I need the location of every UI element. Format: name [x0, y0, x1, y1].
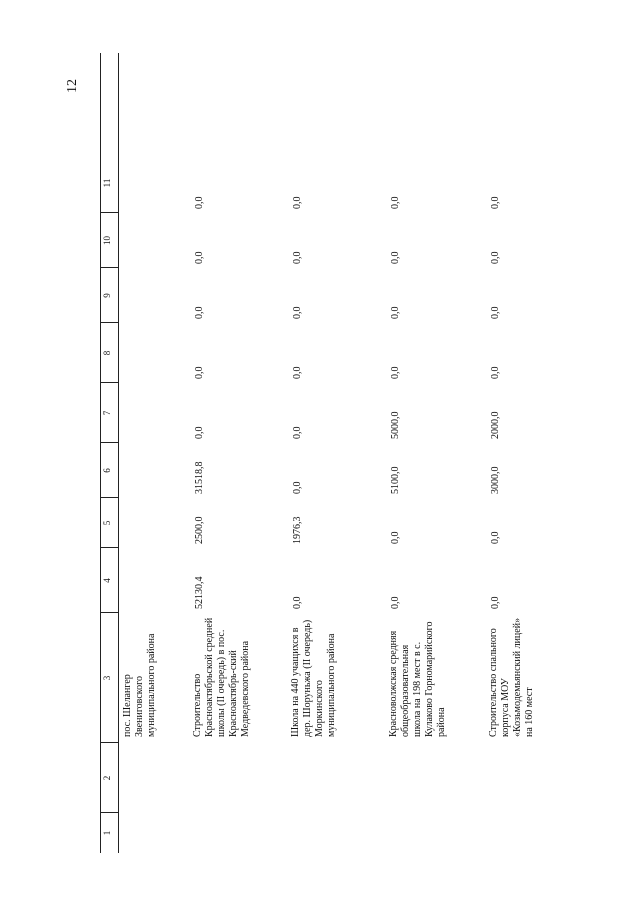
column-separator	[100, 612, 118, 613]
column-separator	[100, 547, 118, 548]
row-value: 52130,4	[194, 576, 205, 609]
row-value: 5000,0	[390, 411, 401, 439]
page-number: 12	[65, 79, 80, 93]
row-value: 0,0	[390, 251, 401, 264]
row-value: 0,0	[490, 196, 501, 209]
row-value: 0,0	[292, 251, 303, 264]
row-value: 31518,8	[194, 461, 205, 494]
row-value: 0,0	[292, 196, 303, 209]
column-header-5: 5	[102, 520, 112, 526]
row-value: 0,0	[490, 596, 501, 609]
header-bottom-rule	[118, 53, 119, 853]
row-value: 0,0	[390, 306, 401, 319]
row-value: 0,0	[292, 426, 303, 439]
row-value: 0,0	[292, 596, 303, 609]
column-header-4: 4	[102, 578, 112, 583]
row-value: 0,0	[390, 596, 401, 609]
row-value: 0,0	[194, 366, 205, 379]
column-separator	[100, 212, 118, 213]
row-description: Красноволжская средняя общеобразовательная школа на 198 мест в с. Кулаково Горномарийского района	[388, 621, 447, 737]
row-value: 0,0	[194, 251, 205, 264]
row-description: Школа на 440 учащихся в дер. Шоруньжа (II очередь) Моркинского муниципального района	[290, 619, 337, 737]
column-header-1: 1	[102, 830, 112, 836]
column-header-2: 2	[102, 775, 112, 781]
column-header-6: 6	[102, 468, 112, 473]
column-header-9: 9	[102, 293, 112, 298]
row-value: 0,0	[292, 306, 303, 319]
column-separator	[100, 382, 118, 383]
row-value: 0,0	[292, 481, 303, 494]
column-separator	[100, 267, 118, 268]
row-value: 1976,3	[292, 516, 303, 544]
row-value: 0,0	[194, 306, 205, 319]
column-header-11: 11	[102, 178, 112, 188]
row-value: 3000,0	[490, 466, 501, 494]
row-value: 0,0	[194, 426, 205, 439]
column-header-8: 8	[102, 350, 112, 356]
table-top-rule	[100, 53, 101, 853]
row-description: Строительство Красноактябрьской средней школы (II очередь) в пос. Красноактябрь-ский Медведевского района	[192, 617, 251, 737]
column-separator	[100, 497, 118, 498]
row-value: 0,0	[292, 366, 303, 379]
row-description: Строительство спального корпуса МОУ «Козьмодемьянский лицей» на 160 мест	[488, 617, 535, 737]
row-value: 2500,0	[194, 516, 205, 544]
rotated-table	[100, 53, 620, 853]
row-value: 2000,0	[490, 411, 501, 439]
column-header-10: 10	[102, 236, 112, 245]
column-separator	[100, 442, 118, 443]
row-description: пос. Шелангер Звениговского муниципального района	[122, 633, 157, 737]
row-value: 0,0	[490, 306, 501, 319]
column-separator	[100, 322, 118, 323]
column-separator	[100, 812, 118, 813]
column-separator	[100, 742, 118, 743]
row-value: 5100,0	[390, 466, 401, 494]
row-value: 0,0	[390, 531, 401, 544]
row-value: 0,0	[390, 366, 401, 379]
row-value: 0,0	[390, 196, 401, 209]
column-header-3: 3	[102, 675, 112, 681]
column-header-7: 7	[102, 410, 112, 416]
row-value: 0,0	[490, 531, 501, 544]
row-value: 0,0	[490, 251, 501, 264]
row-value: 0,0	[490, 366, 501, 379]
row-value: 0,0	[194, 196, 205, 209]
